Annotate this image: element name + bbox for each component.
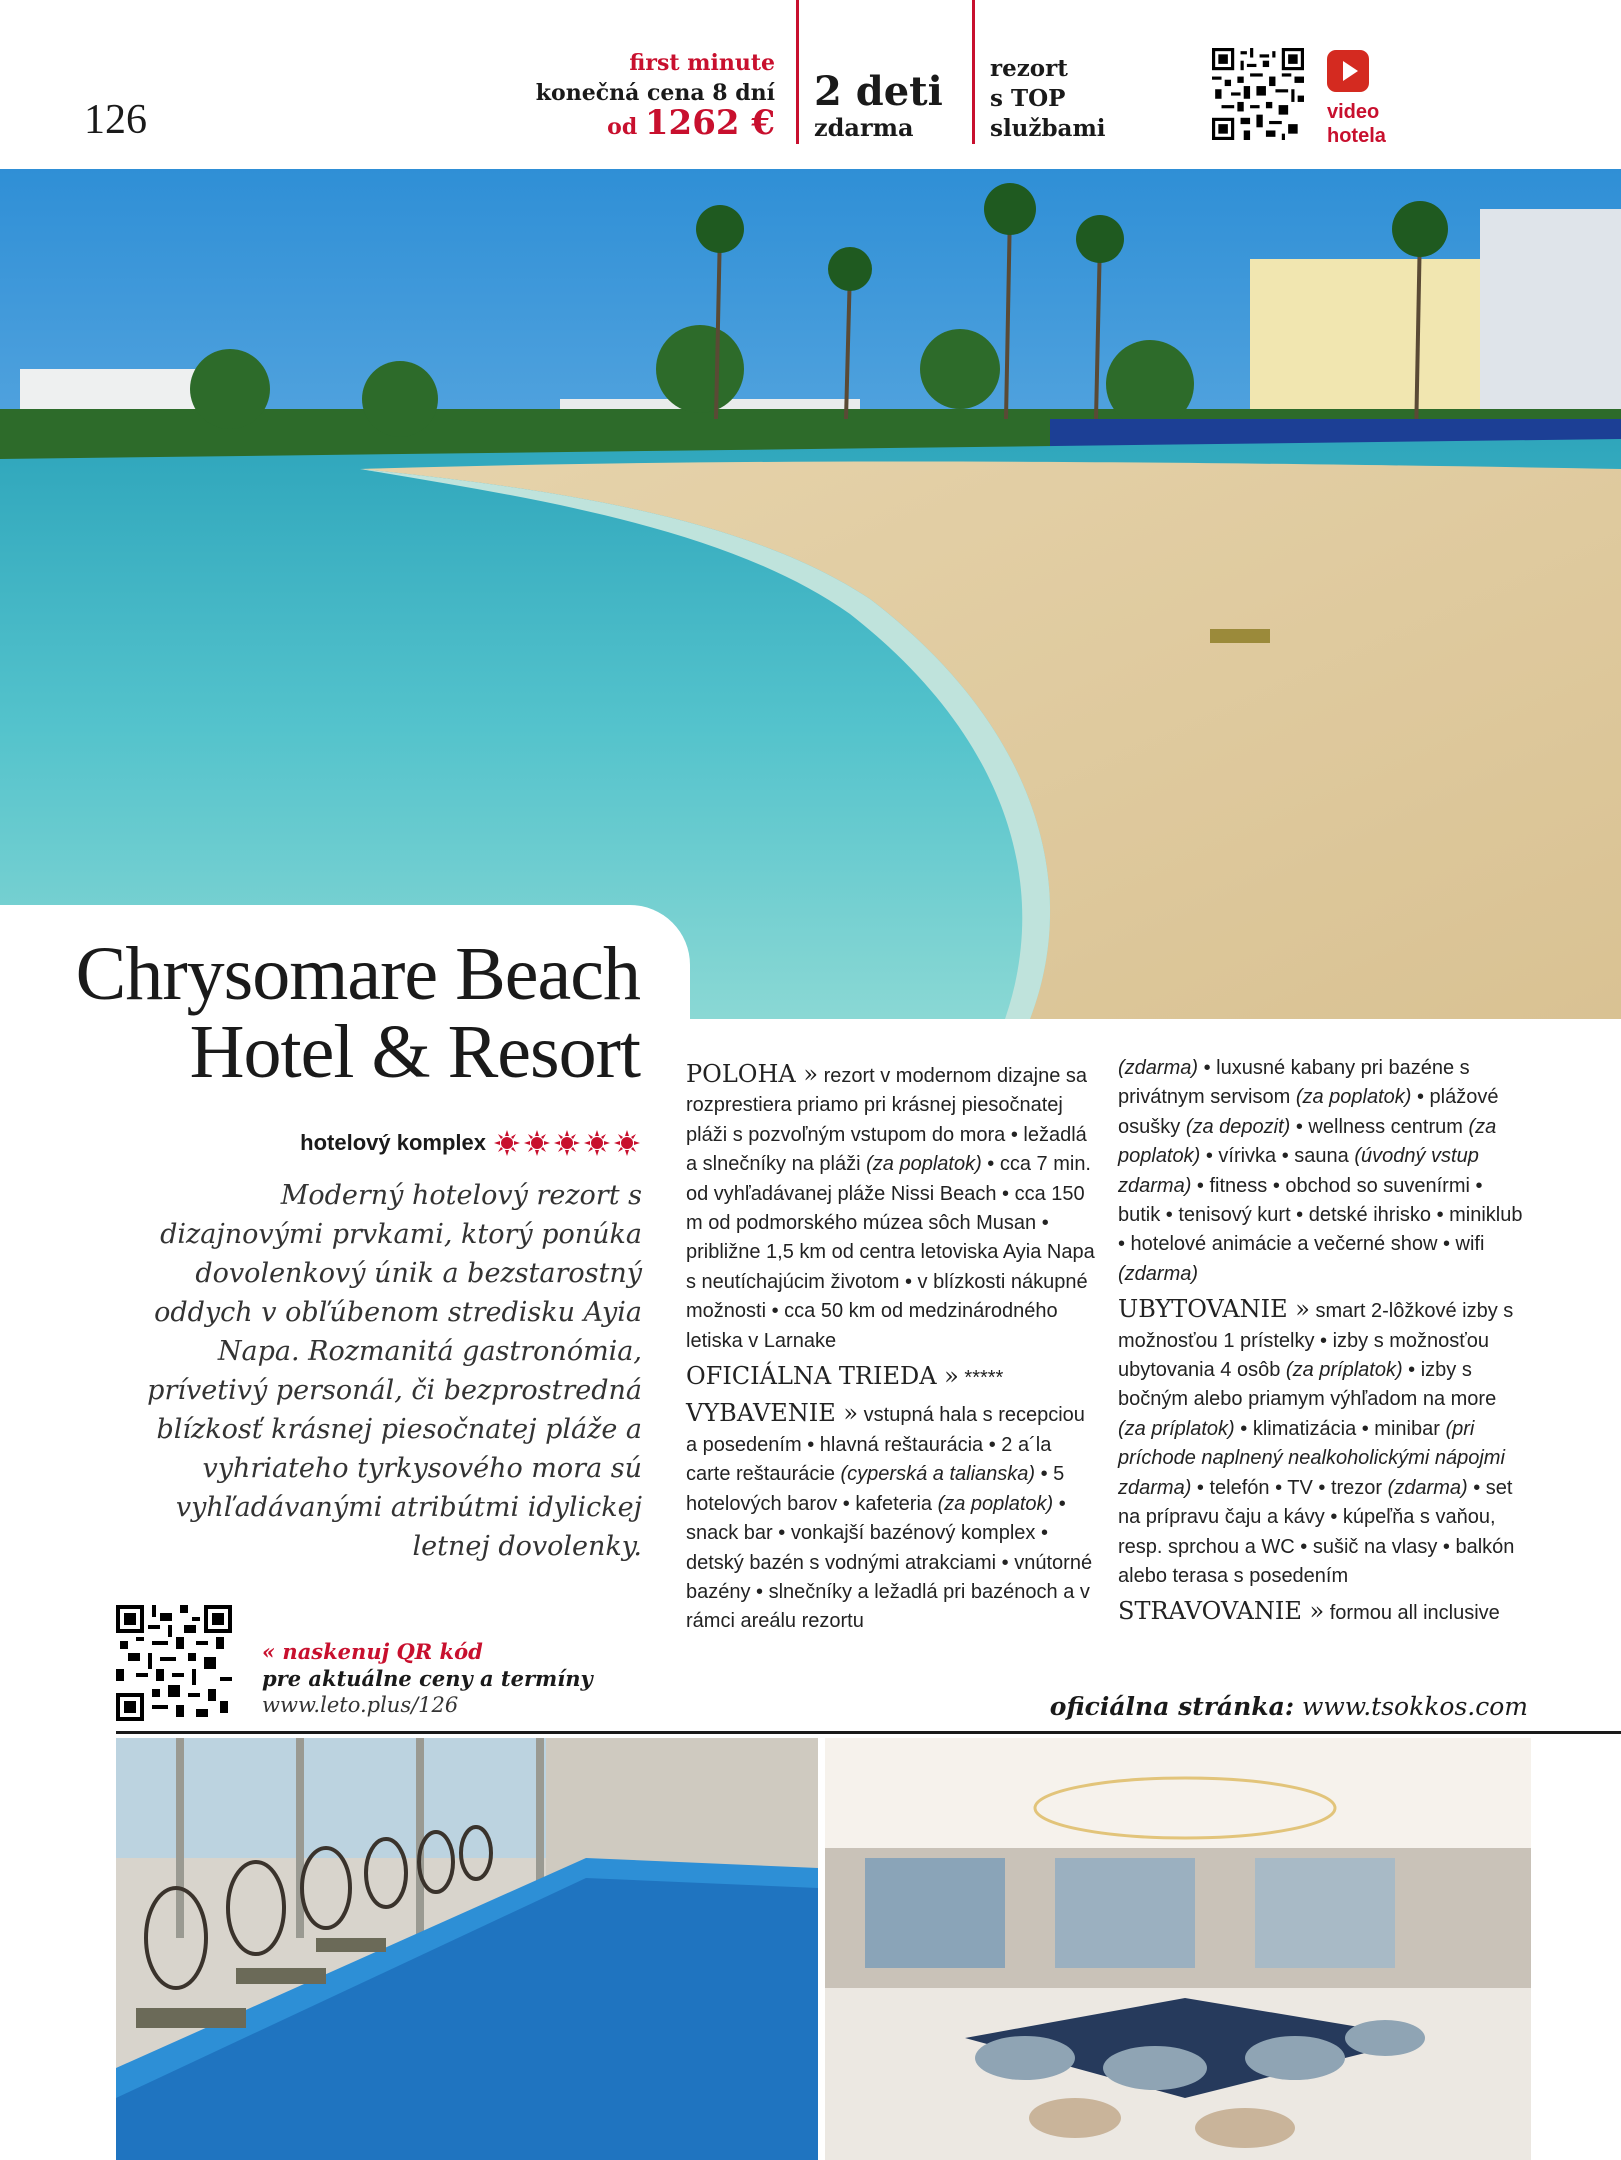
hotel-category: [0, 1130, 640, 1156]
first-minute-offer: [536, 48, 775, 142]
sun-icon: [554, 1130, 580, 1156]
resort-line1: rezort: [990, 55, 1068, 82]
details-column-1: [686, 1060, 1098, 1637]
top-resort-badge: [990, 54, 1106, 144]
lobby-photo: [825, 1738, 1531, 2160]
video-link[interactable]: [1327, 100, 1386, 148]
qr-caption-line1: « naskenuj QR kód: [262, 1639, 483, 1664]
qr-caption: [262, 1638, 593, 1719]
sun-icon: [584, 1130, 610, 1156]
resort-line3: službami: [990, 115, 1106, 142]
section-head: STRAVOVANIE »: [1118, 1597, 1325, 1626]
offer-prefix: od: [607, 114, 638, 140]
official-url[interactable]: www.tsokkos.com: [1302, 1692, 1528, 1721]
kids-count: 2 deti: [814, 68, 943, 115]
section-official-class: OFICIÁLNA TRIEDA » *****: [686, 1362, 1004, 1391]
section-facilities-cont: (zdarma) • luxusné kabany pri bazéne s privátnym servisom (za poplatok) • plážové osušky (za depozit) • wellness centrum (za poplatok) • vírivka • sauna (úvodný vstup zdarma) • fitness • obchod so suvenírmi • butik • tenisový kurt • detské ihrisko • miniklub • hotelové animácie a večerné show • wifi (zdarma): [1118, 1057, 1523, 1285]
sun-rating: [494, 1130, 640, 1156]
hotel-title: [0, 932, 640, 1094]
hotel-type-label: hotelový komplex: [300, 1130, 486, 1155]
hero-beach-photo: [0, 169, 1621, 1019]
section-location: POLOHA » rezort v modernom dizajne sa rozprestiera priamo pri krásnej piesočnatej pláži s pozvoľným vstupom do mora • ležadlá a slnečníky na pláži (za poplatok) • cca 7 min. od vyhľadávanej pláže Nissi Beach • cca 150 m od podmorského múzea sôch Musan • približne 1,5 km od centra letoviska Ayia Napa s neutíchajúcim životom • v blízkosti nákupné možnosti • cca 50 km od medzinárodného letiska v Larnake: [686, 1060, 1095, 1352]
sun-icon: [494, 1130, 520, 1156]
section-accommodation: UBYTOVANIE » smart 2-lôžkové izby s možnosťou 1 prístelky • izby s možnosťou ubytovania 4 osôb (za príplatok) • izby s bočným alebo priamym výhľadom na more (za príplatok) • klimatizácia • minibar (pri príchode naplnený nealkoholickými nápojmi zdarma) • telefón • TV • trezor (zdarma) • set na prípravu čaju a kávy • kúpeľňa s vaňou, resp. sprchou a WC • sušič na vlasy • balkón alebo terasa s posedením: [1118, 1295, 1515, 1587]
page-number: 126: [84, 97, 147, 143]
offer-line1: first minute: [629, 50, 775, 76]
section-head: POLOHA »: [686, 1060, 819, 1088]
offer-price: 1262 €: [644, 103, 775, 143]
divider-line: [796, 0, 799, 144]
kids-free-badge: [814, 68, 943, 142]
section-head: OFICIÁLNA TRIEDA »: [686, 1362, 959, 1391]
sun-icon: [524, 1130, 550, 1156]
sun-icon: [614, 1130, 640, 1156]
qr-caption-url[interactable]: www.leto.plus/126: [262, 1693, 459, 1717]
title-line2: Hotel & Resort: [189, 1010, 640, 1094]
prices-qr-code[interactable]: [116, 1605, 232, 1721]
bottom-rule: [116, 1731, 1621, 1734]
section-board: STRAVOVANIE » formou all inclusive: [1118, 1597, 1500, 1626]
details-column-2: [1118, 1054, 1528, 1635]
official-label: oficiálna stránka:: [1049, 1692, 1295, 1721]
play-icon[interactable]: [1327, 50, 1369, 92]
offer-line2: konečná cena 8 dní: [535, 80, 775, 106]
video-line1: video: [1327, 101, 1380, 123]
video-line2: hotela: [1327, 125, 1386, 147]
qr-caption-line2: pre aktuálne ceny a termíny: [262, 1666, 593, 1691]
divider-line: [972, 0, 975, 144]
video-qr-code[interactable]: [1212, 48, 1304, 140]
section-head: VYBAVENIE »: [686, 1399, 859, 1428]
resort-line2: s TOP: [990, 85, 1066, 112]
intro-paragraph: Moderný hotelový rezort s dizajnovými prvkami, ktorý ponúka dovolenkový únik a bezstarostný oddych v obľúbenom stredisku Ayia Napa. Rozmanitá gastronómia, prívetivý personál, či bezprostredná blízkosť krásnej piesočnatej pláže a vyhriateho tyrkysového mora sú vyhľadávanými atribútmi idylickej letnej dovolenky.: [147, 1180, 642, 1562]
official-website: [1050, 1692, 1528, 1721]
section-head: UBYTOVANIE »: [1118, 1295, 1310, 1324]
kids-free-label: zdarma: [814, 113, 914, 142]
title-line1: Chrysomare Beach: [75, 932, 640, 1016]
section-facilities: VYBAVENIE » vstupná hala s recepciou a posedením • hlavná reštaurácia • 2 a´la carte reštaurácie (cyperská a talianska) • 5 hotelových barov • kafeteria (za poplatok) • snack bar • vonkajší bazénový komplex • detský bazén s vodnými atrakciami • vnútorné bazény • slnečníky a ležadlá pri bazénoch a v rámci areálu rezortu: [686, 1399, 1093, 1633]
indoor-pool-photo: [116, 1738, 818, 2160]
